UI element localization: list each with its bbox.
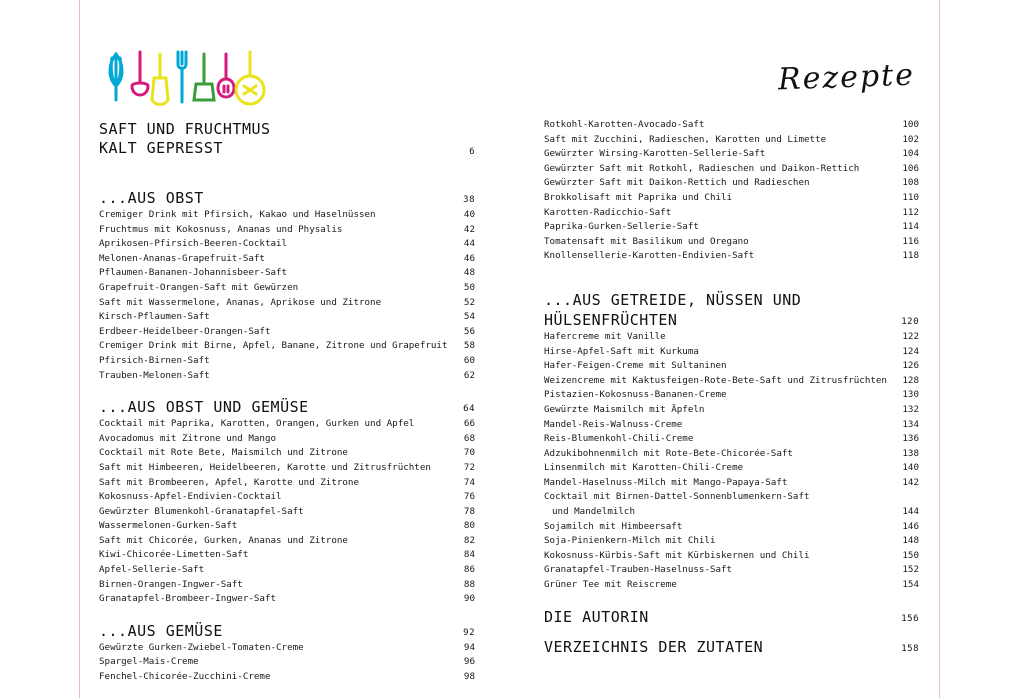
page-number: 146 — [902, 520, 919, 532]
toc-entry[interactable] — [99, 252, 475, 267]
toc-entry[interactable] — [99, 534, 475, 549]
toc-entry-wrapped-line-1[interactable] — [544, 490, 919, 505]
page-number: 94 — [463, 641, 475, 653]
page-number: 144 — [902, 506, 919, 518]
toc-entry[interactable] — [99, 578, 475, 593]
section-title: DIE AUTORIN — [544, 607, 649, 626]
page-number: 78 — [463, 505, 475, 517]
page-number: 42 — [463, 223, 475, 235]
entry-label: Knollensellerie-Karotten-Endivien-Saft — [544, 250, 755, 262]
toc-entry[interactable] — [544, 447, 919, 462]
toc-entry[interactable] — [99, 461, 475, 476]
entry-label: Avocadomus mit Zitrone und Mango — [99, 432, 277, 444]
page-number: 44 — [463, 238, 475, 250]
entry-label: Gewürzte Gurken-Zwiebel-Tomaten-Creme — [99, 641, 304, 653]
entry-label: Saft mit Zucchini, Radieschen, Karotten und Limette — [544, 133, 827, 145]
toc-entry[interactable] — [544, 578, 919, 593]
page-number: 132 — [902, 403, 919, 415]
entry-label: Cocktail mit Birnen-Dattel-Sonnenblumenkern-Saft — [544, 491, 810, 503]
entry-label: Fruchtmus mit Kokosnuss, Ananas und Physalis — [99, 223, 343, 235]
page-number: 80 — [463, 520, 475, 532]
page-number: 88 — [463, 578, 475, 590]
section-title-line-1: ...AUS GETREIDE, NÜSSEN UND — [544, 290, 802, 309]
toc-entry[interactable] — [544, 432, 919, 447]
entry-label: Brokkolisaft mit Paprika und Chili — [544, 191, 733, 203]
entry-label: Cremiger Drink mit Birne, Apfel, Banane, Zitrone und Grapefruit — [99, 340, 448, 352]
entry-label: Hafercreme mit Vanille — [544, 330, 666, 342]
toc-entry[interactable] — [544, 520, 919, 535]
entry-label: Cremiger Drink mit Pfirsich, Kakao und Haselnüssen — [99, 209, 376, 220]
toc-entry[interactable] — [99, 432, 475, 447]
page-number: 114 — [902, 221, 919, 233]
page-number: 66 — [463, 418, 475, 430]
page-number: 90 — [463, 593, 475, 605]
page-number: 156 — [901, 613, 919, 624]
entry-label: Fenchel-Chicorée-Zucchini-Creme — [99, 671, 271, 683]
section-title: ...AUS OBST UND GEMÜSE — [99, 398, 309, 417]
entry-label: Wassermelonen-Gurken-Saft — [99, 520, 238, 532]
section-list-obst — [99, 208, 475, 383]
entry-label: Grüner Tee mit Reiscreme — [544, 579, 677, 591]
toc-entry[interactable] — [544, 330, 919, 345]
toc-entry[interactable] — [544, 206, 919, 221]
toc-entry[interactable] — [99, 369, 475, 384]
toc-entry[interactable] — [544, 345, 919, 360]
entry-label: Cocktail mit Rote Bete, Maismilch und Zitrone — [99, 447, 348, 459]
page-number: 106 — [902, 162, 919, 174]
entry-label: Adzukibohnenmilch mit Rote-Bete-Chicorée-Saft — [544, 447, 793, 459]
entry-label: Rotkohl-Karotten-Avocado-Saft — [544, 119, 705, 130]
entry-label: Pflaumen-Bananen-Johannisbeer-Saft — [99, 267, 288, 279]
toc-right-column — [544, 118, 919, 657]
toc-entry[interactable] — [544, 220, 919, 235]
entry-label: Mandel-Haselnuss-Milch mit Mango-Papaya-Saft — [544, 476, 788, 488]
entry-label: Gewürzter Saft mit Daikon-Rettich und Radieschen — [544, 177, 810, 189]
page-number: 38 — [463, 195, 475, 205]
page-number: 140 — [902, 462, 919, 474]
page-number: 120 — [901, 316, 919, 327]
toc-entry[interactable] — [99, 592, 475, 607]
page-number: 6 — [469, 147, 475, 157]
page-number: 110 — [902, 191, 919, 203]
entry-label: Kokosnuss-Kürbis-Saft mit Kürbiskernen und Chili — [544, 549, 810, 561]
page-number: 98 — [463, 671, 475, 683]
page-number: 50 — [463, 281, 475, 293]
entry-label: Granatapfel-Brombeer-Ingwer-Saft — [99, 593, 277, 605]
toc-entry[interactable] — [99, 670, 475, 685]
toc-entry[interactable] — [99, 296, 475, 311]
entry-label: Erdbeer-Heidelbeer-Orangen-Saft — [99, 325, 271, 337]
intro-line-1: SAFT UND FRUCHTMUS — [99, 120, 271, 138]
page-number: 92 — [463, 627, 475, 638]
page-number: 62 — [463, 369, 475, 381]
entry-label: Gewürzter Wirsing-Karotten-Sellerie-Saft — [544, 148, 766, 160]
toc-entry[interactable] — [544, 388, 919, 403]
toc-entry[interactable] — [544, 403, 919, 418]
page-number: 52 — [463, 296, 475, 308]
toc-entry[interactable] — [544, 534, 919, 549]
toc-entry[interactable] — [99, 325, 475, 340]
toc-entry-wrapped-line-2[interactable] — [544, 505, 919, 520]
entry-label: Apfel-Sellerie-Saft — [99, 564, 205, 576]
entry-label: Hirse-Apfel-Saft mit Kurkuma — [544, 345, 699, 357]
toc-entry[interactable] — [99, 266, 475, 281]
entry-label: Kiwi-Chicorée-Limetten-Saft — [99, 549, 249, 561]
toc-entry[interactable] — [99, 354, 475, 369]
entry-label: Grapefruit-Orangen-Saft mit Gewürzen — [99, 281, 299, 293]
toc-entry[interactable] — [99, 237, 475, 252]
toc-entry[interactable] — [99, 476, 475, 491]
entry-label: Saft mit Brombeeren, Apfel, Karotte und Zitrone — [99, 476, 359, 488]
page-number: 96 — [463, 656, 475, 668]
toc-entry[interactable] — [99, 446, 475, 461]
toc-entry[interactable] — [544, 162, 919, 177]
page-number: 60 — [463, 354, 475, 366]
toc-entry[interactable] — [99, 417, 475, 432]
entry-label: Kirsch-Pflaumen-Saft — [99, 311, 210, 323]
entry-label: Reis-Blumenkohl-Chili-Creme — [544, 433, 694, 445]
page-number: 56 — [463, 325, 475, 337]
toc-entry[interactable] — [544, 176, 919, 191]
page-number: 124 — [902, 345, 919, 357]
entry-label: Aprikosen-Pfirsich-Beeren-Cocktail — [99, 238, 288, 250]
page-number: 130 — [902, 389, 919, 401]
section-list-getreide — [544, 330, 919, 593]
section-list-obst-und-gemuese — [99, 417, 475, 607]
section-heading-getreide[interactable] — [544, 290, 919, 330]
toc-entry[interactable] — [99, 563, 475, 578]
entry-label: Gewürzter Saft mit Rotkohl, Radieschen und Daikon-Rettich — [544, 162, 860, 174]
section-title: VERZEICHNIS DER ZUTATEN — [544, 637, 764, 656]
kitchen-utensils-icon — [106, 48, 278, 114]
entry-label: Cocktail mit Paprika, Karotten, Orangen, Gurken und Apfel — [99, 418, 415, 430]
toc-entry[interactable] — [99, 339, 475, 354]
page-number: 84 — [463, 549, 475, 561]
page-title: Rezepte — [777, 57, 916, 98]
entry-label: Gewürzter Blumenkohl-Granatapfel-Saft — [99, 505, 304, 517]
entry-label: Gewürzte Maismilch mit Äpfeln — [544, 403, 705, 415]
page-number: 100 — [902, 119, 919, 130]
toc-entry[interactable] — [544, 235, 919, 250]
section-heading-obst[interactable] — [99, 188, 475, 208]
section-heading-gemuese[interactable] — [99, 621, 475, 641]
toc-entry[interactable] — [544, 461, 919, 476]
left-page-edge — [79, 0, 80, 698]
page-number: 112 — [902, 206, 919, 218]
toc-entry[interactable] — [544, 563, 919, 578]
page-number: 72 — [463, 461, 475, 473]
page-number: 54 — [463, 311, 475, 323]
page-number: 122 — [902, 330, 919, 342]
page-number: 48 — [463, 267, 475, 279]
toc-entry[interactable] — [544, 118, 919, 133]
entry-label: Saft mit Chicorée, Gurken, Ananas und Zitrone — [99, 534, 348, 546]
page-number: 68 — [463, 432, 475, 444]
entry-label: Saft mit Himbeeren, Heidelbeeren, Karotte und Zitrusfrüchten — [99, 461, 431, 473]
entry-label: Kokosnuss-Apfel-Endivien-Cocktail — [99, 491, 282, 503]
entry-label: Karotten-Radicchio-Saft — [544, 206, 672, 218]
section-title: ...AUS OBST — [99, 189, 204, 207]
entry-label: Birnen-Orangen-Ingwer-Saft — [99, 578, 243, 590]
toc-entry[interactable] — [99, 490, 475, 505]
toc-left-column — [99, 120, 475, 685]
toc-entry[interactable] — [544, 418, 919, 433]
toc-entry[interactable] — [544, 133, 919, 148]
toc-entry[interactable] — [99, 519, 475, 534]
right-page-edge — [939, 0, 940, 698]
entry-label: Spargel-Mais-Creme — [99, 656, 199, 668]
entry-label: Tomatensaft mit Basilikum und Oregano — [544, 235, 749, 247]
page-number: 86 — [463, 564, 475, 576]
page-number: 74 — [463, 476, 475, 488]
page-number: 82 — [463, 534, 475, 546]
toc-entry[interactable] — [99, 310, 475, 325]
entry-label: Granatapfel-Trauben-Haselnuss-Saft — [544, 564, 733, 576]
toc-entry[interactable] — [99, 223, 475, 238]
entry-label: Pfirsich-Birnen-Saft — [99, 354, 210, 366]
entry-label: Saft mit Wassermelone, Ananas, Aprikose und Zitrone — [99, 296, 382, 308]
entry-label: Melonen-Ananas-Grapefruit-Saft — [99, 252, 265, 264]
section-list-gemuese-continued — [544, 118, 919, 264]
toc-entry[interactable] — [544, 147, 919, 162]
entry-label: Sojamilch mit Himbeersaft — [544, 520, 683, 532]
page-number: 64 — [463, 404, 475, 415]
entry-label: Soja-Pinienkern-Milch mit Chili — [544, 535, 716, 547]
page-number: 154 — [902, 579, 919, 591]
toc-entry[interactable] — [99, 655, 475, 670]
page-number: 102 — [902, 133, 919, 145]
section-heading-autorin[interactable] — [544, 607, 919, 627]
intro-line-2: KALT GEPRESST — [99, 139, 223, 157]
page-number: 142 — [902, 476, 919, 488]
entry-label: Linsenmilch mit Karotten-Chili-Creme — [544, 462, 744, 474]
entry-label: und Mandelmilch — [552, 506, 635, 518]
toc-entry[interactable] — [544, 249, 919, 264]
entry-label: Weizencreme mit Kaktusfeigen-Rote-Bete-Saft und Zitrusfrüchten — [544, 374, 887, 386]
toc-entry[interactable] — [544, 191, 919, 206]
toc-entry[interactable] — [99, 641, 475, 656]
page-number: 134 — [902, 418, 919, 430]
page-number: 58 — [463, 340, 475, 352]
page-number: 46 — [463, 252, 475, 264]
section-heading-obst-und-gemuese[interactable] — [99, 397, 475, 417]
toc-entry[interactable] — [99, 208, 475, 223]
toc-entry[interactable] — [99, 505, 475, 520]
page-number: 116 — [902, 235, 919, 247]
toc-entry[interactable] — [99, 548, 475, 563]
toc-entry[interactable] — [544, 476, 919, 491]
page-number: 118 — [902, 250, 919, 262]
page-number: 104 — [902, 148, 919, 160]
page-number: 152 — [902, 564, 919, 576]
toc-entry[interactable] — [544, 374, 919, 389]
section-list-gemuese — [99, 641, 475, 685]
entry-label: Hafer-Feigen-Creme mit Sultaninen — [544, 360, 727, 372]
entry-label: Trauben-Melonen-Saft — [99, 369, 210, 381]
toc-intro-heading[interactable] — [99, 120, 475, 158]
page-number: 126 — [902, 360, 919, 372]
toc-entry[interactable] — [544, 549, 919, 564]
page-number: 150 — [902, 549, 919, 561]
page-number: 138 — [902, 447, 919, 459]
page-number: 136 — [902, 433, 919, 445]
section-heading-zutaten[interactable] — [544, 637, 919, 657]
section-title: ...AUS GEMÜSE — [99, 621, 223, 640]
page-number: 148 — [902, 535, 919, 547]
toc-entry[interactable] — [544, 359, 919, 374]
section-title-line-2: HÜLSENFRÜCHTEN — [544, 310, 678, 329]
toc-entry[interactable] — [99, 281, 475, 296]
page-number: 158 — [901, 643, 919, 654]
page-number: 70 — [463, 447, 475, 459]
page-number: 40 — [463, 209, 475, 220]
entry-label: Mandel-Reis-Walnuss-Creme — [544, 418, 683, 430]
page-number: 108 — [902, 177, 919, 189]
entry-label: Paprika-Gurken-Sellerie-Saft — [544, 221, 699, 233]
entry-label: Pistazien-Kokosnuss-Bananen-Creme — [544, 389, 727, 401]
page-number: 128 — [902, 374, 919, 386]
page-number: 76 — [463, 491, 475, 503]
